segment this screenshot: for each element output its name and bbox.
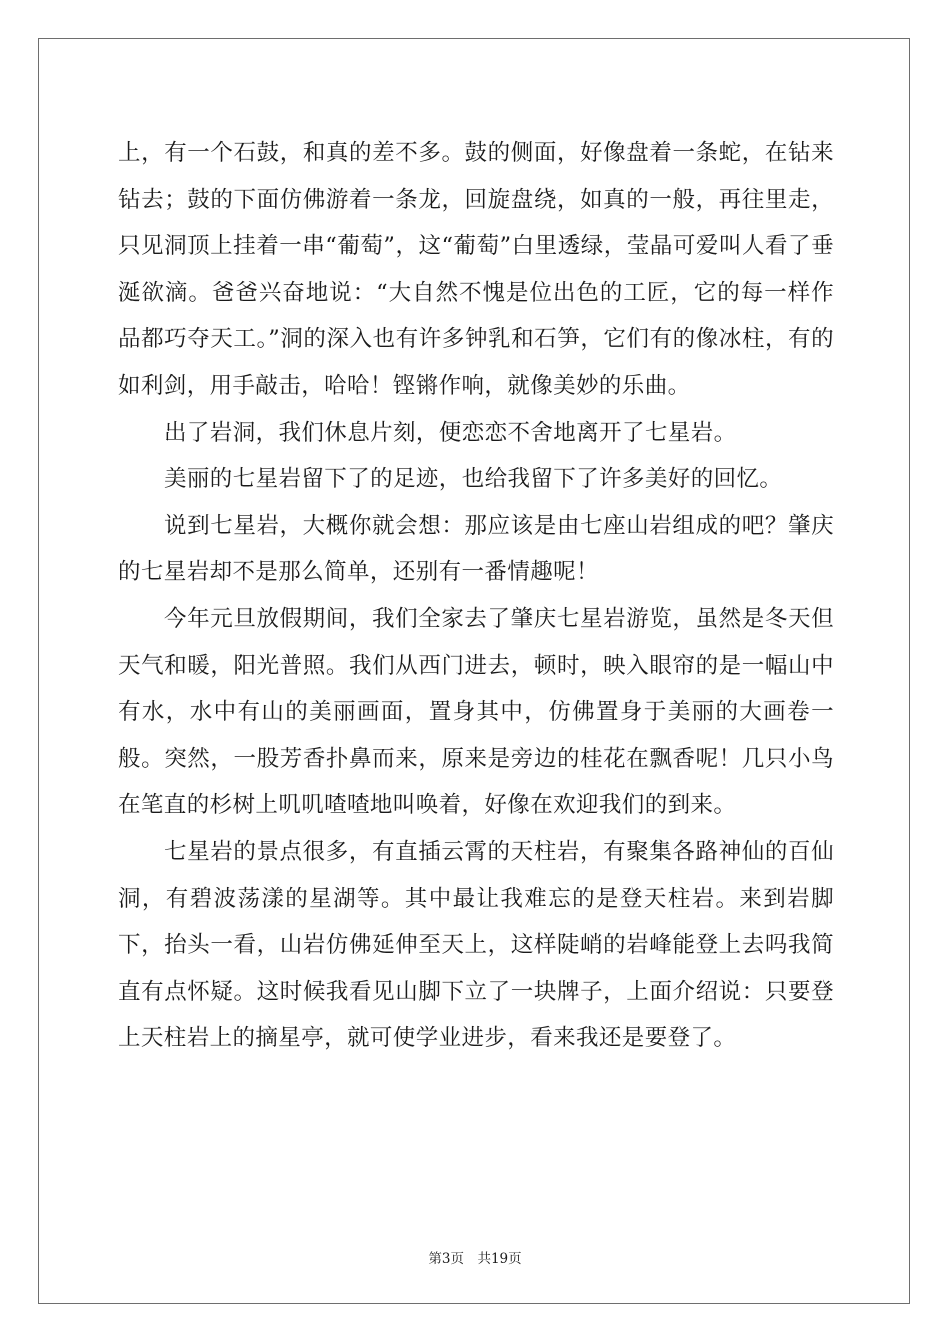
- page-number-footer: 第3页 共19页: [428, 1251, 522, 1267]
- paragraph-4: 说到七星岩，大概你就会想：那应该是由七座山岩组成的吧？肇庆的七星岩却不是那么简单，还别有一番情趣呢！: [118, 512, 834, 586]
- document-body: [118, 130, 834, 1062]
- paragraph-2: 出了岩洞，我们休息片刻，便恋恋不舍地离开了七星岩。: [164, 419, 737, 446]
- paragraph-3: 美丽的七星岩留下了的足迹，也给我留下了许多美好的回忆。: [164, 466, 783, 493]
- paragraph-5: 今年元旦放假期间，我们全家去了肇庆七星岩游览，虽然是冬天但天气和暖，阳光普照。我们从西门进去，顿时，映入眼帘的是一幅山中有水，水中有山的美丽画面，置身其中，仿佛置身于美丽的大画卷一般。突然，一股芳香扑鼻而来，原来是旁边的桂花在飘香呢！几只小鸟在笔直的杉树上叽叽喳喳地叫唤着，好像在欢迎我们的到来。: [118, 605, 834, 819]
- paragraph-1: 上，有一个石鼓，和真的差不多。鼓的侧面，好像盘着一条蛇，在钻来钻去；鼓的下面仿佛游着一条龙，回旋盘绕，如真的一般，再往里走，只见洞顶上挂着一串“葡萄”，这“葡萄”白里透绿，莹晶可爱叫人看了垂涎欲滴。爸爸兴奋地说：“大自然不愧是位出色的工匠，它的每一样作品都巧夺天工。”洞的深入也有许多钟乳和石笋，它们有的像冰柱，有的如利剑，用手敲击，哈哈！铿锵作响，就像美妙的乐曲。: [118, 140, 834, 399]
- paragraph-6: 七星岩的景点很多，有直插云霄的天柱岩，有聚集各路神仙的百仙洞，有碧波荡漾的星湖等。其中最让我难忘的是登天柱岩。来到岩脚下，抬头一看，山岩仿佛延伸至天上，这样陡峭的岩峰能登上去吗我简直有点怀疑。这时候我看见山脚下立了一块牌子，上面介绍说：只要登上天柱岩上的摘星亭，就可使学业进步，看来我还是要登了。: [118, 838, 834, 1052]
